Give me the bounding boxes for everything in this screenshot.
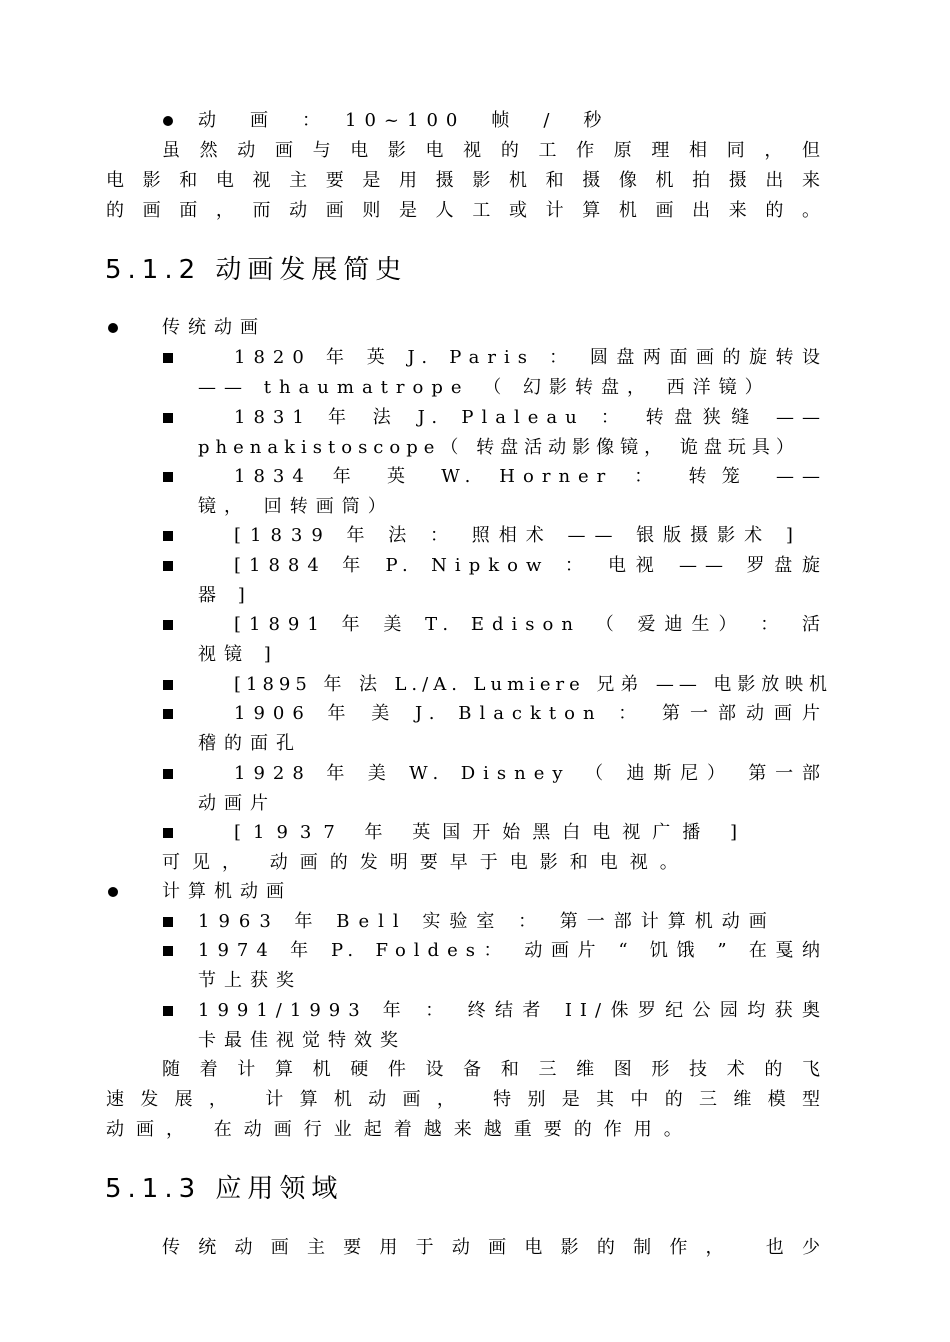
square-bullet xyxy=(163,917,173,927)
list-item: 1820 年 英 J. Paris ： 圆盘两面画的旋转设 xyxy=(234,347,828,368)
list-item-continuation: 动画片 xyxy=(198,793,276,814)
square-bullet xyxy=(163,828,173,838)
square-bullet xyxy=(163,769,173,779)
list-item-continuation: 视镜 ] xyxy=(198,644,279,665)
square-bullet xyxy=(163,709,173,719)
list-item: [1839 年 法 ： 照相术 —— 银版摄影术 ] xyxy=(234,525,802,546)
list-item-continuation: —— thaumatrope （ 幻影转盘， 西洋镜） xyxy=(198,377,771,398)
paragraph-line: 电影和电视主要是用摄影机和摄像机拍摄出来 xyxy=(106,170,828,191)
list-item: [1884 年 P. Nipkow ： 电视 —— 罗盘旋 xyxy=(234,555,828,576)
list-item: 1963 年 Bell 实验室 ： 第一部计算机动画 xyxy=(198,911,776,932)
list-item: [1895 年 法 L./A. Lumiere 兄弟 —— 电影放映机 xyxy=(234,674,832,695)
list-item: 1831 年 法 J. Plaleau ： 转盘狭缝 —— xyxy=(234,407,828,428)
paragraph-line: 虽然动画与电影电视的工作原理相同，但 xyxy=(162,140,828,161)
section-heading-5-1-2: 5.1.2 动画发展简史 xyxy=(105,255,408,285)
list-item: 1834 年 英 W. Horner ： 转笼 —— xyxy=(234,466,828,487)
list-item: 1906 年 美 J. Blackton ： 第一部动画片 xyxy=(234,703,828,724)
list-label-traditional: 传统动画 xyxy=(162,317,266,338)
paragraph-line: 速发展， 计算机动画， 特别是其中的三维模型 xyxy=(106,1089,828,1110)
conclusion-line: 可见， 动画的发明要早于电影和电视。 xyxy=(162,852,690,873)
list-item: [1891 年 美 T. Edison （ 爱迪生） ： 活 xyxy=(234,614,828,635)
list-item: 1991/1993 年 ： 终结者 II/侏罗纪公园均获奥 xyxy=(198,1000,828,1021)
bullet-dot xyxy=(108,887,118,897)
paragraph-line: 传统动画主要用于动画电影的制作， 也少 xyxy=(162,1237,828,1258)
bullet-dot xyxy=(108,323,118,333)
square-bullet xyxy=(163,413,173,423)
list-item-continuation: 稽的面孔 xyxy=(198,733,302,754)
list-item-continuation: phenakistoscope（ 转盘活动影像镜， 诡盘玩具） xyxy=(198,437,800,458)
list-item-continuation: 镜， 回转画筒） xyxy=(198,496,394,517)
list-label-computer: 计算机动画 xyxy=(162,881,292,902)
bullet-dot xyxy=(163,116,173,126)
fps-line: 动 画 ： 10~100 帧 / 秒 xyxy=(198,110,610,131)
list-item: 1974 年 P. Foldes： 动画片 “ 饥饿 ” 在戛纳 xyxy=(198,940,828,961)
square-bullet xyxy=(163,353,173,363)
paragraph-line: 动画， 在动画行业起着越来越重要的作用。 xyxy=(106,1119,694,1140)
square-bullet xyxy=(163,472,173,482)
square-bullet xyxy=(163,620,173,630)
list-item-continuation: 器 ] xyxy=(198,585,253,606)
paragraph-line: 随着计算机硬件设备和三维图形技术的飞 xyxy=(162,1059,828,1080)
square-bullet xyxy=(163,561,173,571)
list-item: [1937 年 英国开始黑白电视广播 ] xyxy=(234,822,750,843)
list-item-continuation: 节上获奖 xyxy=(198,970,302,991)
square-bullet xyxy=(163,531,173,541)
square-bullet xyxy=(163,946,173,956)
list-item: 1928 年 美 W. Disney （ 迪斯尼） 第一部 xyxy=(234,763,828,784)
list-item-continuation: 卡最佳视觉特效奖 xyxy=(198,1030,406,1051)
section-heading-5-1-3: 5.1.3 应用领域 xyxy=(105,1174,344,1204)
square-bullet xyxy=(163,680,173,690)
paragraph-line: 的画面，而动画则是人工或计算机画出来的。 xyxy=(106,200,828,221)
square-bullet xyxy=(163,1006,173,1016)
